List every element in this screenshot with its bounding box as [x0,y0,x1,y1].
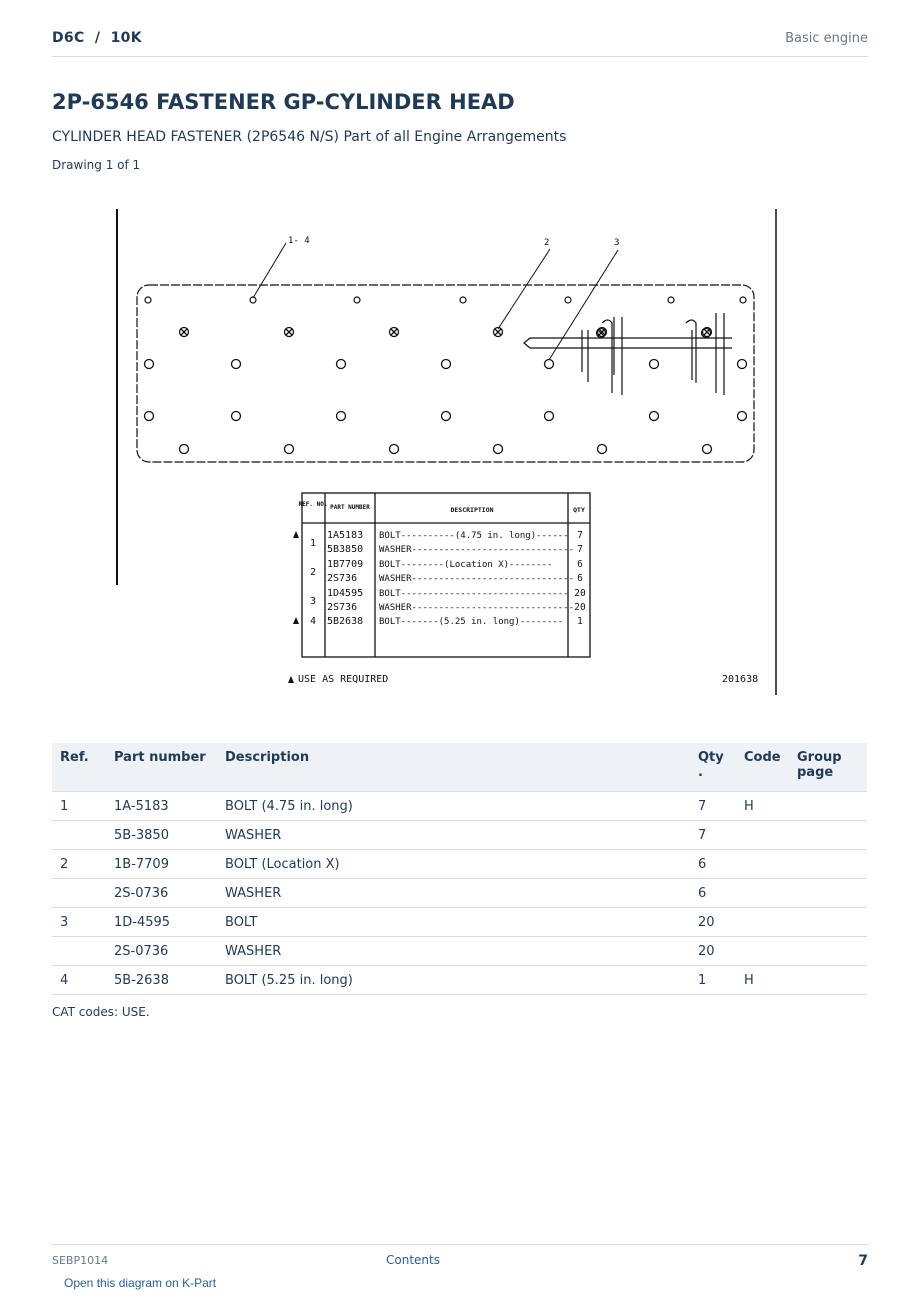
cell-group-page [789,937,867,966]
inset-qty: 20 [574,602,586,613]
inset-ref: 3 [309,596,317,607]
diagram-note: USE AS REQUIRED [298,674,389,685]
col-qty: Qty . [690,743,736,792]
cell-qty: 7 [690,792,736,821]
cell-qty: 7 [690,821,736,850]
table-row [52,908,867,937]
cell-description: WASHER [217,937,690,966]
inset-part: 1B7709 [327,559,364,570]
inset-desc: WASHER------------------------------ [379,574,575,584]
inset-qty: 7 [577,544,583,555]
bolt-heads [180,328,712,337]
cell-group-page [789,966,867,995]
inset-part: 2S736 [327,573,358,584]
callout-label-1: 1- 4 [288,236,310,246]
cell-part-number: 2S-0736 [106,937,217,966]
cell-ref: 1 [52,792,106,821]
cell-part-number: 1B-7709 [106,850,217,879]
cell-qty: 20 [690,908,736,937]
inset-desc: BOLT--------(Location X)-------- [379,560,553,570]
inset-qty: 6 [577,573,583,584]
cell-qty: 6 [690,850,736,879]
inset-ref: 4 [309,616,317,627]
inset-qty: 6 [577,559,583,570]
cell-part-number: 5B-2638 [106,966,217,995]
table-row [52,821,867,850]
col-code: Code [736,743,789,792]
inset-desc: BOLT------------------------------- [379,589,569,599]
cat-codes-note: CAT codes: USE. [52,1005,150,1019]
col-group-page: Group page [789,743,867,792]
cell-code: H [736,792,789,821]
cell-code [736,908,789,937]
model-label: D6C / 10K [52,30,142,46]
cell-group-page [789,850,867,879]
drawing-number: 201638 [722,674,759,685]
cell-qty: 1 [690,966,736,995]
cell-group-page [789,792,867,821]
cell-description: BOLT (5.25 in. long) [217,966,690,995]
triangle-note-icon [288,676,294,683]
parts-diagram[interactable] [110,205,790,705]
inset-qty: 1 [577,616,583,627]
page-number: 7 [858,1253,868,1269]
inset-desc: WASHER------------------------------ [379,603,575,613]
inset-part: 5B2638 [327,616,364,627]
callout-label-3: 3 [614,238,620,248]
inset-desc: WASHER------------------------------ [379,545,575,555]
inset-header-ref: REF. NO. [298,501,328,508]
kpart-link[interactable]: Open this diagram on K-Part [64,1276,217,1290]
inset-part: 1D4595 [327,588,364,599]
cell-code: H [736,966,789,995]
cell-part-number: 1A-5183 [106,792,217,821]
table-row [52,850,867,879]
cell-qty: 20 [690,937,736,966]
col-description: Description [217,743,690,792]
cell-group-page [789,908,867,937]
hole-row-top [145,297,746,303]
cell-ref [52,937,106,966]
table-row [52,879,867,908]
inset-ref: 1 [309,538,317,549]
callout-leaders [253,243,618,360]
inset-part: 5B3850 [327,544,364,555]
inset-ref: 2 [309,567,317,578]
col-ref: Ref. [52,743,106,792]
cell-ref: 4 [52,966,106,995]
callout-label-2: 2 [544,238,550,248]
cell-description: BOLT (4.75 in. long) [217,792,690,821]
inset-desc: BOLT----------(4.75 in. long)------ [379,531,569,541]
table-row [52,966,867,995]
col-part-number: Part number [106,743,217,792]
cell-ref: 3 [52,908,106,937]
section-label: Basic engine [785,31,868,46]
cell-code [736,821,789,850]
washer-rows [145,360,747,454]
inset-header-part: PART NUMBER [330,504,370,511]
table-header-row [52,743,867,792]
page-subtitle: CYLINDER HEAD FASTENER (2P6546 N/S) Part of all Engine Arrangements [52,129,567,145]
cell-group-page [789,821,867,850]
cell-code [736,850,789,879]
cell-part-number: 5B-3850 [106,821,217,850]
inset-desc: BOLT-------(5.25 in. long)-------- [379,617,564,627]
inset-header-qty: QTY [573,506,585,514]
cell-code [736,879,789,908]
cell-description: BOLT (Location X) [217,850,690,879]
cell-description: BOLT [217,908,690,937]
table-row [52,792,867,821]
page-title: 2P-6546 FASTENER GP-CYLINDER HEAD [52,90,515,114]
contents-link[interactable]: Contents [386,1253,440,1267]
cell-part-number: 1D-4595 [106,908,217,937]
cell-group-page [789,879,867,908]
cell-description: WASHER [217,879,690,908]
inset-qty: 20 [574,588,586,599]
cell-code [736,937,789,966]
parts-table [52,743,867,995]
cell-ref [52,879,106,908]
table-row [52,937,867,966]
triangle-marker-icon [293,531,299,624]
inset-qty: 7 [577,530,583,541]
doc-id: SEBP1014 [52,1254,109,1267]
inset-header-desc: DESCRIPTION [450,506,494,514]
drawing-label: Drawing 1 of 1 [52,158,141,172]
cell-ref: 2 [52,850,106,879]
page-footer [52,1244,868,1275]
page-header [52,28,868,57]
inset-part: 2S736 [327,602,358,613]
inset-part: 1A5183 [327,530,364,541]
cell-description: WASHER [217,821,690,850]
rocker-shaft [524,313,732,395]
cell-qty: 6 [690,879,736,908]
cell-part-number: 2S-0736 [106,879,217,908]
cell-ref [52,821,106,850]
